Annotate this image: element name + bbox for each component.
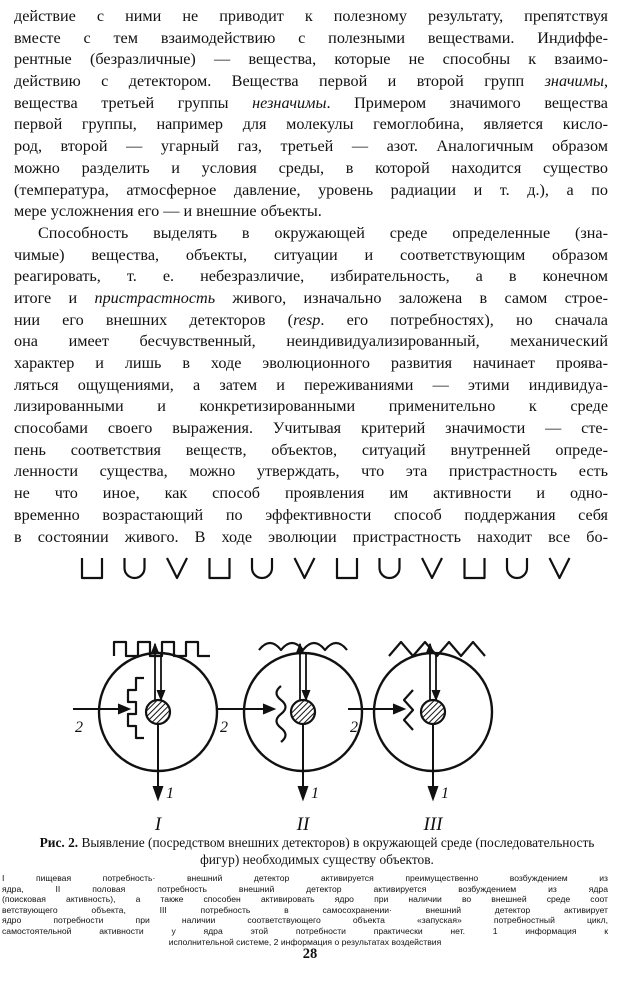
text-run: вместе с тем взаимодействию с полезными веществами. Индиффе- [14, 28, 608, 47]
text-line [14, 180, 608, 202]
text-line [14, 28, 608, 50]
text-run: ленности существа, можно утверждать, что эта пристрастность есть [14, 462, 608, 481]
detector-1 [73, 642, 217, 835]
text-line [14, 201, 608, 223]
text-line [14, 93, 608, 115]
legend-line: самостоятельной активности у ядра этой потребности практически нет. 1 информация к [2, 925, 608, 936]
text-line [14, 418, 608, 440]
output-label: 1 [311, 785, 319, 802]
v-shape [167, 558, 187, 578]
text-run: в состоянии живого. В ходе эволюции пристрастность находит все бо- [14, 527, 608, 546]
text-line [14, 375, 608, 397]
roman-numeral: II [296, 814, 310, 835]
roman-numeral: I [154, 814, 162, 835]
arrow-head [393, 704, 405, 714]
legend-line: ветствующего объекта, III потребность в самосохранении· внешний детектор активирует [2, 904, 608, 915]
arrow-head [298, 786, 308, 800]
v-shape [295, 558, 315, 578]
u-shape [125, 558, 145, 578]
arrow-head [263, 704, 275, 714]
text-run: характер и лишь в ходе эволюционного развития начинает проява- [14, 354, 608, 372]
text-line [14, 396, 608, 418]
shape-sequence [82, 558, 570, 578]
figure-detectors [0, 540, 620, 840]
arrow-head [153, 786, 163, 800]
arrow-head [302, 690, 310, 700]
input-label: 2 [220, 719, 228, 736]
text-run: Способность выделять в окружающей среде определенные (зна- [38, 223, 608, 242]
text-run: живого, изначально заложена в самом строе- [215, 288, 608, 307]
text-line [14, 505, 608, 527]
inner-receptor [404, 690, 413, 730]
text-run: рентные (безразличные) — вещества, которые не способны к взаимо- [14, 50, 608, 69]
text-run: пень соответствия веществ, объектов, ситуаций внутренней опреде- [14, 440, 608, 459]
text-line [14, 461, 608, 483]
text-run: она имеет бесчувственный, неиндивидуализированный, механический [14, 332, 608, 351]
legend-line: исполнительной системе, 2 информация о результатах воздействия [168, 936, 442, 947]
detector-2 [218, 643, 362, 835]
text-line [14, 136, 608, 158]
text-line [14, 158, 608, 180]
arrow-head [118, 704, 130, 714]
legend-line: I пищевая потребность· внешний детектор активируется преимущественно возбуждением из [2, 873, 608, 883]
text-run: действию с детектором. Вещества первой и второй групп [14, 72, 545, 91]
text-run: ляться ощущениями, а затем и переживаниями — этими индивидуа- [14, 375, 608, 394]
text-line [14, 353, 608, 375]
square-shape [337, 558, 357, 578]
text-run: род, второй — угарный газ, третьей — азот. Аналогичным образом [14, 137, 608, 156]
text-run: действие с ними не приводит к полезному результату, препятствуя [14, 7, 608, 25]
text-run: не что иное, как способ проявления им активности и одно- [14, 484, 608, 503]
text-line [14, 331, 608, 353]
v-shape [550, 558, 570, 578]
external-surface [259, 643, 347, 650]
legend-line: ядра, II половая потребность внешний детектор активируется возбуждением из ядра [2, 883, 608, 894]
text-run: (температура, атмосферное давление, уровень радиации и т. д.), а по [14, 180, 608, 199]
text-run: . Примером значимого вещества [326, 93, 608, 112]
text-run: лизированными и конкретизированными применительно к среде [14, 397, 608, 416]
text-run: реагировать, т. е. небезразличие, избирательность, а в конечном [14, 267, 608, 286]
square-shape [82, 558, 102, 578]
text-line [14, 71, 608, 93]
arrow-head [151, 644, 159, 654]
legend-line: (поисковая активность), а также способен активировать ядро при наличии во внешней среде соот [2, 894, 608, 905]
body-text [14, 6, 608, 548]
italic-term: пристрастность [94, 288, 216, 307]
text-line [14, 266, 608, 288]
output-label: 1 [441, 785, 449, 802]
caption-text: Выявление (посредством внешних детекторов) в окружающей среде (последовательность фигур) необходимых существу объектов. [78, 835, 595, 867]
text-line [14, 49, 608, 71]
inner-receptor [277, 686, 286, 742]
italic-term: незначимы [252, 93, 327, 112]
text-run: . его потребностях), но сначала [320, 310, 608, 329]
text-line [14, 6, 608, 28]
square-shape [465, 558, 485, 578]
text-line [14, 440, 608, 462]
text-run: способами своего выражения. Учитывая критерий значимости — сте- [14, 419, 608, 438]
input-label: 2 [350, 719, 358, 736]
page-number: 28 [302, 946, 318, 962]
text-line [14, 114, 608, 136]
nucleus [291, 700, 315, 724]
text-run: можно разделить и условия среды, в которой находится существо [14, 158, 608, 177]
v-shape [422, 558, 442, 578]
text-run: первой группы, например для молекулы гемоглобина, является кисло- [14, 115, 608, 134]
text-run: мере усложнения его — и внешние объекты. [14, 202, 322, 221]
italic-term: resp [293, 310, 321, 329]
text-run: , [603, 72, 608, 91]
roman-numeral: III [423, 814, 443, 835]
external-surface [114, 642, 210, 656]
caption-label: Рис. 2. [39, 835, 79, 850]
square-shape [210, 558, 230, 578]
text-line [14, 288, 608, 310]
text-line [14, 245, 608, 267]
arrow-head [157, 690, 165, 700]
u-shape [507, 558, 527, 578]
nucleus [421, 700, 445, 724]
arrow-head [432, 690, 440, 700]
text-run: итоге и [14, 288, 95, 307]
u-shape [380, 558, 400, 578]
input-label: 2 [75, 719, 83, 736]
u-shape [252, 558, 272, 578]
text-run: нии его внешних детекторов ( [14, 310, 294, 329]
inner-receptor [128, 678, 144, 738]
output-label: 1 [166, 785, 174, 802]
text-line [14, 223, 608, 245]
text-run: чимые) вещества, объекты, ситуации и соответствующим образом [14, 245, 608, 264]
detector-diagrams [73, 642, 492, 835]
text-run: временно возрастающий по эффективности способ поддержания себя [14, 505, 608, 524]
detector-3 [348, 642, 492, 835]
arrow-head [428, 786, 438, 800]
text-line [14, 483, 608, 505]
figure-legend [2, 873, 608, 947]
figure-caption [30, 834, 604, 868]
italic-term: значимы [544, 72, 604, 91]
nucleus [146, 700, 170, 724]
legend-line: ядро потребности при наличии соответствующего объекта «запуская» потребностный цикл, [2, 915, 608, 926]
text-run: вещества третьей группы [14, 93, 253, 112]
text-line [14, 310, 608, 332]
